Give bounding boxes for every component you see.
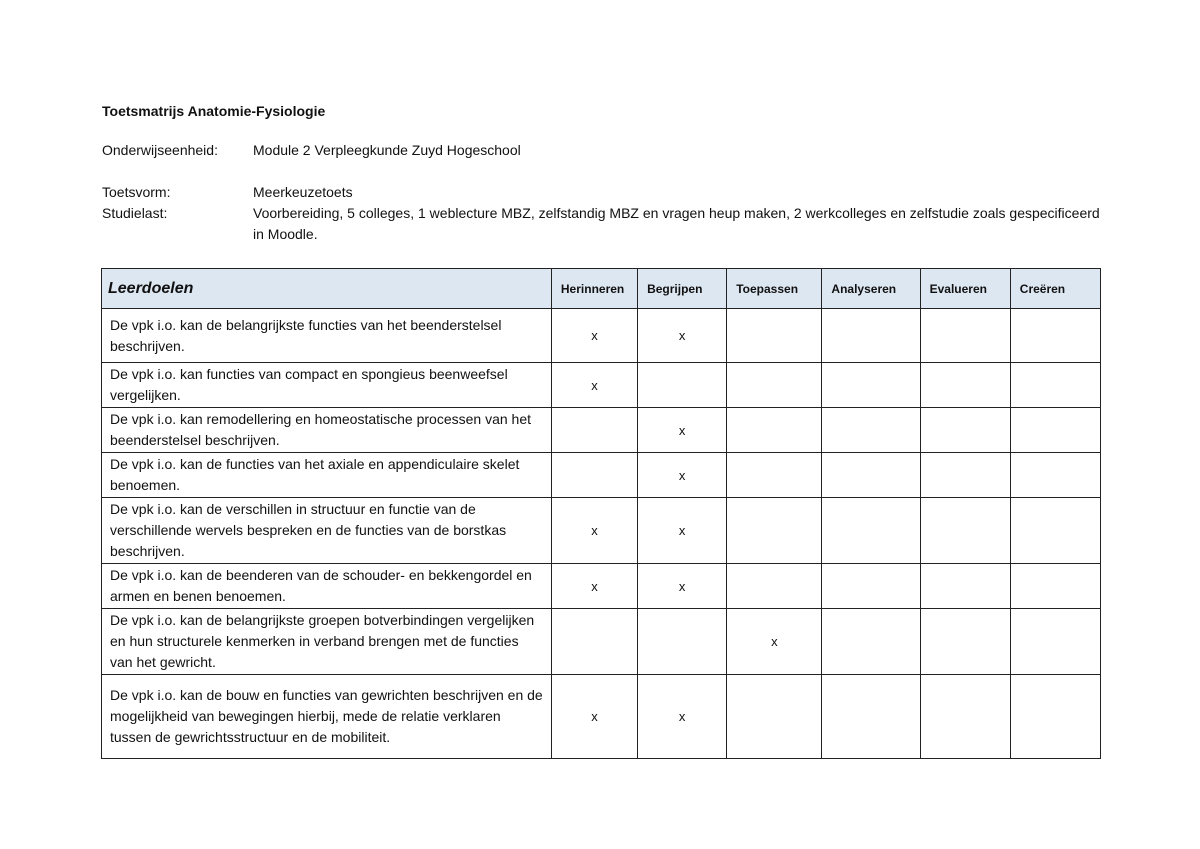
mark-cell: x (638, 453, 727, 498)
mark-cell (920, 408, 1010, 453)
mark-cell (727, 675, 822, 759)
mark-cell (1010, 609, 1100, 675)
meta-row-toetsvorm (102, 182, 1102, 203)
mark-cell: x (727, 609, 822, 675)
mark-cell (1010, 564, 1100, 609)
mark-cell (1010, 675, 1100, 759)
mark-cell (1010, 309, 1100, 363)
mark-cell: x (638, 675, 727, 759)
header-leerdoelen: Leerdoelen (102, 269, 552, 309)
mark-cell (1010, 453, 1100, 498)
mark-cell (1010, 498, 1100, 564)
mark-cell (638, 363, 727, 408)
mark-cell (727, 363, 822, 408)
mark-cell (1010, 408, 1100, 453)
mark-cell (551, 609, 637, 675)
goal-cell: De vpk i.o. kan de verschillen in structuur en functie van de verschillende wervels bespreken en de functies van de borstkas beschrijven. (102, 498, 552, 564)
mark-cell (920, 564, 1010, 609)
goal-cell: De vpk i.o. kan de belangrijkste functies van het beenderstelsel beschrijven. (102, 309, 552, 363)
mark-cell (551, 453, 637, 498)
meta-value: Module 2 Verpleegkunde Zuyd Hogeschool (253, 142, 521, 158)
mark-cell (727, 309, 822, 363)
toetsmatrijs-table (101, 268, 1101, 759)
goal-cell: De vpk i.o. kan de bouw en functies van gewrichten beschrijven en de mogelijkheid van bewegingen hierbij, mede de relatie verklaren tussen de gewrichtsstructuur en de mobiliteit. (102, 675, 552, 759)
meta-row-studielast (102, 203, 1102, 245)
goal-cell: De vpk i.o. kan functies van compact en spongieus beenweefsel vergelijken. (102, 363, 552, 408)
mark-cell (920, 363, 1010, 408)
mark-cell: x (551, 675, 637, 759)
mark-cell (920, 675, 1010, 759)
goal-cell: De vpk i.o. kan de beenderen van de schouder- en bekkengordel en armen en benen benoemen. (102, 564, 552, 609)
meta-block (102, 140, 1102, 245)
table-row (102, 408, 1101, 453)
mark-cell: x (551, 498, 637, 564)
mark-cell (920, 498, 1010, 564)
mark-cell: x (551, 309, 637, 363)
meta-value: Meerkeuzetoets (253, 184, 353, 200)
mark-cell (822, 453, 920, 498)
header-creeren: Creëren (1010, 269, 1100, 309)
document-title: Toetsmatrijs Anatomie-Fysiologie (102, 103, 326, 119)
mark-cell (920, 453, 1010, 498)
mark-cell (822, 498, 920, 564)
mark-cell (727, 408, 822, 453)
table-row (102, 675, 1101, 759)
table-row (102, 363, 1101, 408)
goal-cell: De vpk i.o. kan de belangrijkste groepen botverbindingen vergelijken en hun structurele kenmerken in verband brengen met de functies van het gewricht. (102, 609, 552, 675)
table-row (102, 309, 1101, 363)
meta-value: Voorbereiding, 5 colleges, 1 weblecture MBZ, zelfstandig MBZ en vragen heup maken, 2 werkcolleges en zelfstudie zoals gespecificeerd in Moodle. (253, 205, 1100, 242)
document-body (102, 100, 1102, 245)
mark-cell (822, 609, 920, 675)
mark-cell: x (638, 408, 727, 453)
meta-label: Studielast: (102, 205, 168, 221)
table-header-row (102, 269, 1101, 309)
mark-cell: x (551, 564, 637, 609)
mark-cell (822, 309, 920, 363)
mark-cell (822, 675, 920, 759)
mark-cell (822, 363, 920, 408)
header-begrijpen: Begrijpen (638, 269, 727, 309)
goal-cell: De vpk i.o. kan de functies van het axiale en appendiculaire skelet benoemen. (102, 453, 552, 498)
mark-cell (1010, 363, 1100, 408)
mark-cell (727, 564, 822, 609)
mark-cell (822, 564, 920, 609)
meta-row-onderwijseenheid (102, 140, 1102, 161)
mark-cell (727, 453, 822, 498)
table-row (102, 609, 1101, 675)
mark-cell (638, 609, 727, 675)
mark-cell: x (638, 498, 727, 564)
mark-cell (920, 609, 1010, 675)
mark-cell: x (638, 564, 727, 609)
goal-cell: De vpk i.o. kan remodellering en homeostatische processen van het beenderstelsel beschrijven. (102, 408, 552, 453)
table-row (102, 498, 1101, 564)
mark-cell: x (551, 363, 637, 408)
mark-cell (727, 498, 822, 564)
table-row (102, 453, 1101, 498)
mark-cell (920, 309, 1010, 363)
mark-cell (551, 408, 637, 453)
header-toepassen: Toepassen (727, 269, 822, 309)
header-herinneren: Herinneren (551, 269, 637, 309)
header-evalueren: Evalueren (920, 269, 1010, 309)
meta-label: Onderwijseenheid: (102, 142, 218, 158)
mark-cell (822, 408, 920, 453)
mark-cell: x (638, 309, 727, 363)
meta-label: Toetsvorm: (102, 184, 171, 200)
table-row (102, 564, 1101, 609)
header-analyseren: Analyseren (822, 269, 920, 309)
